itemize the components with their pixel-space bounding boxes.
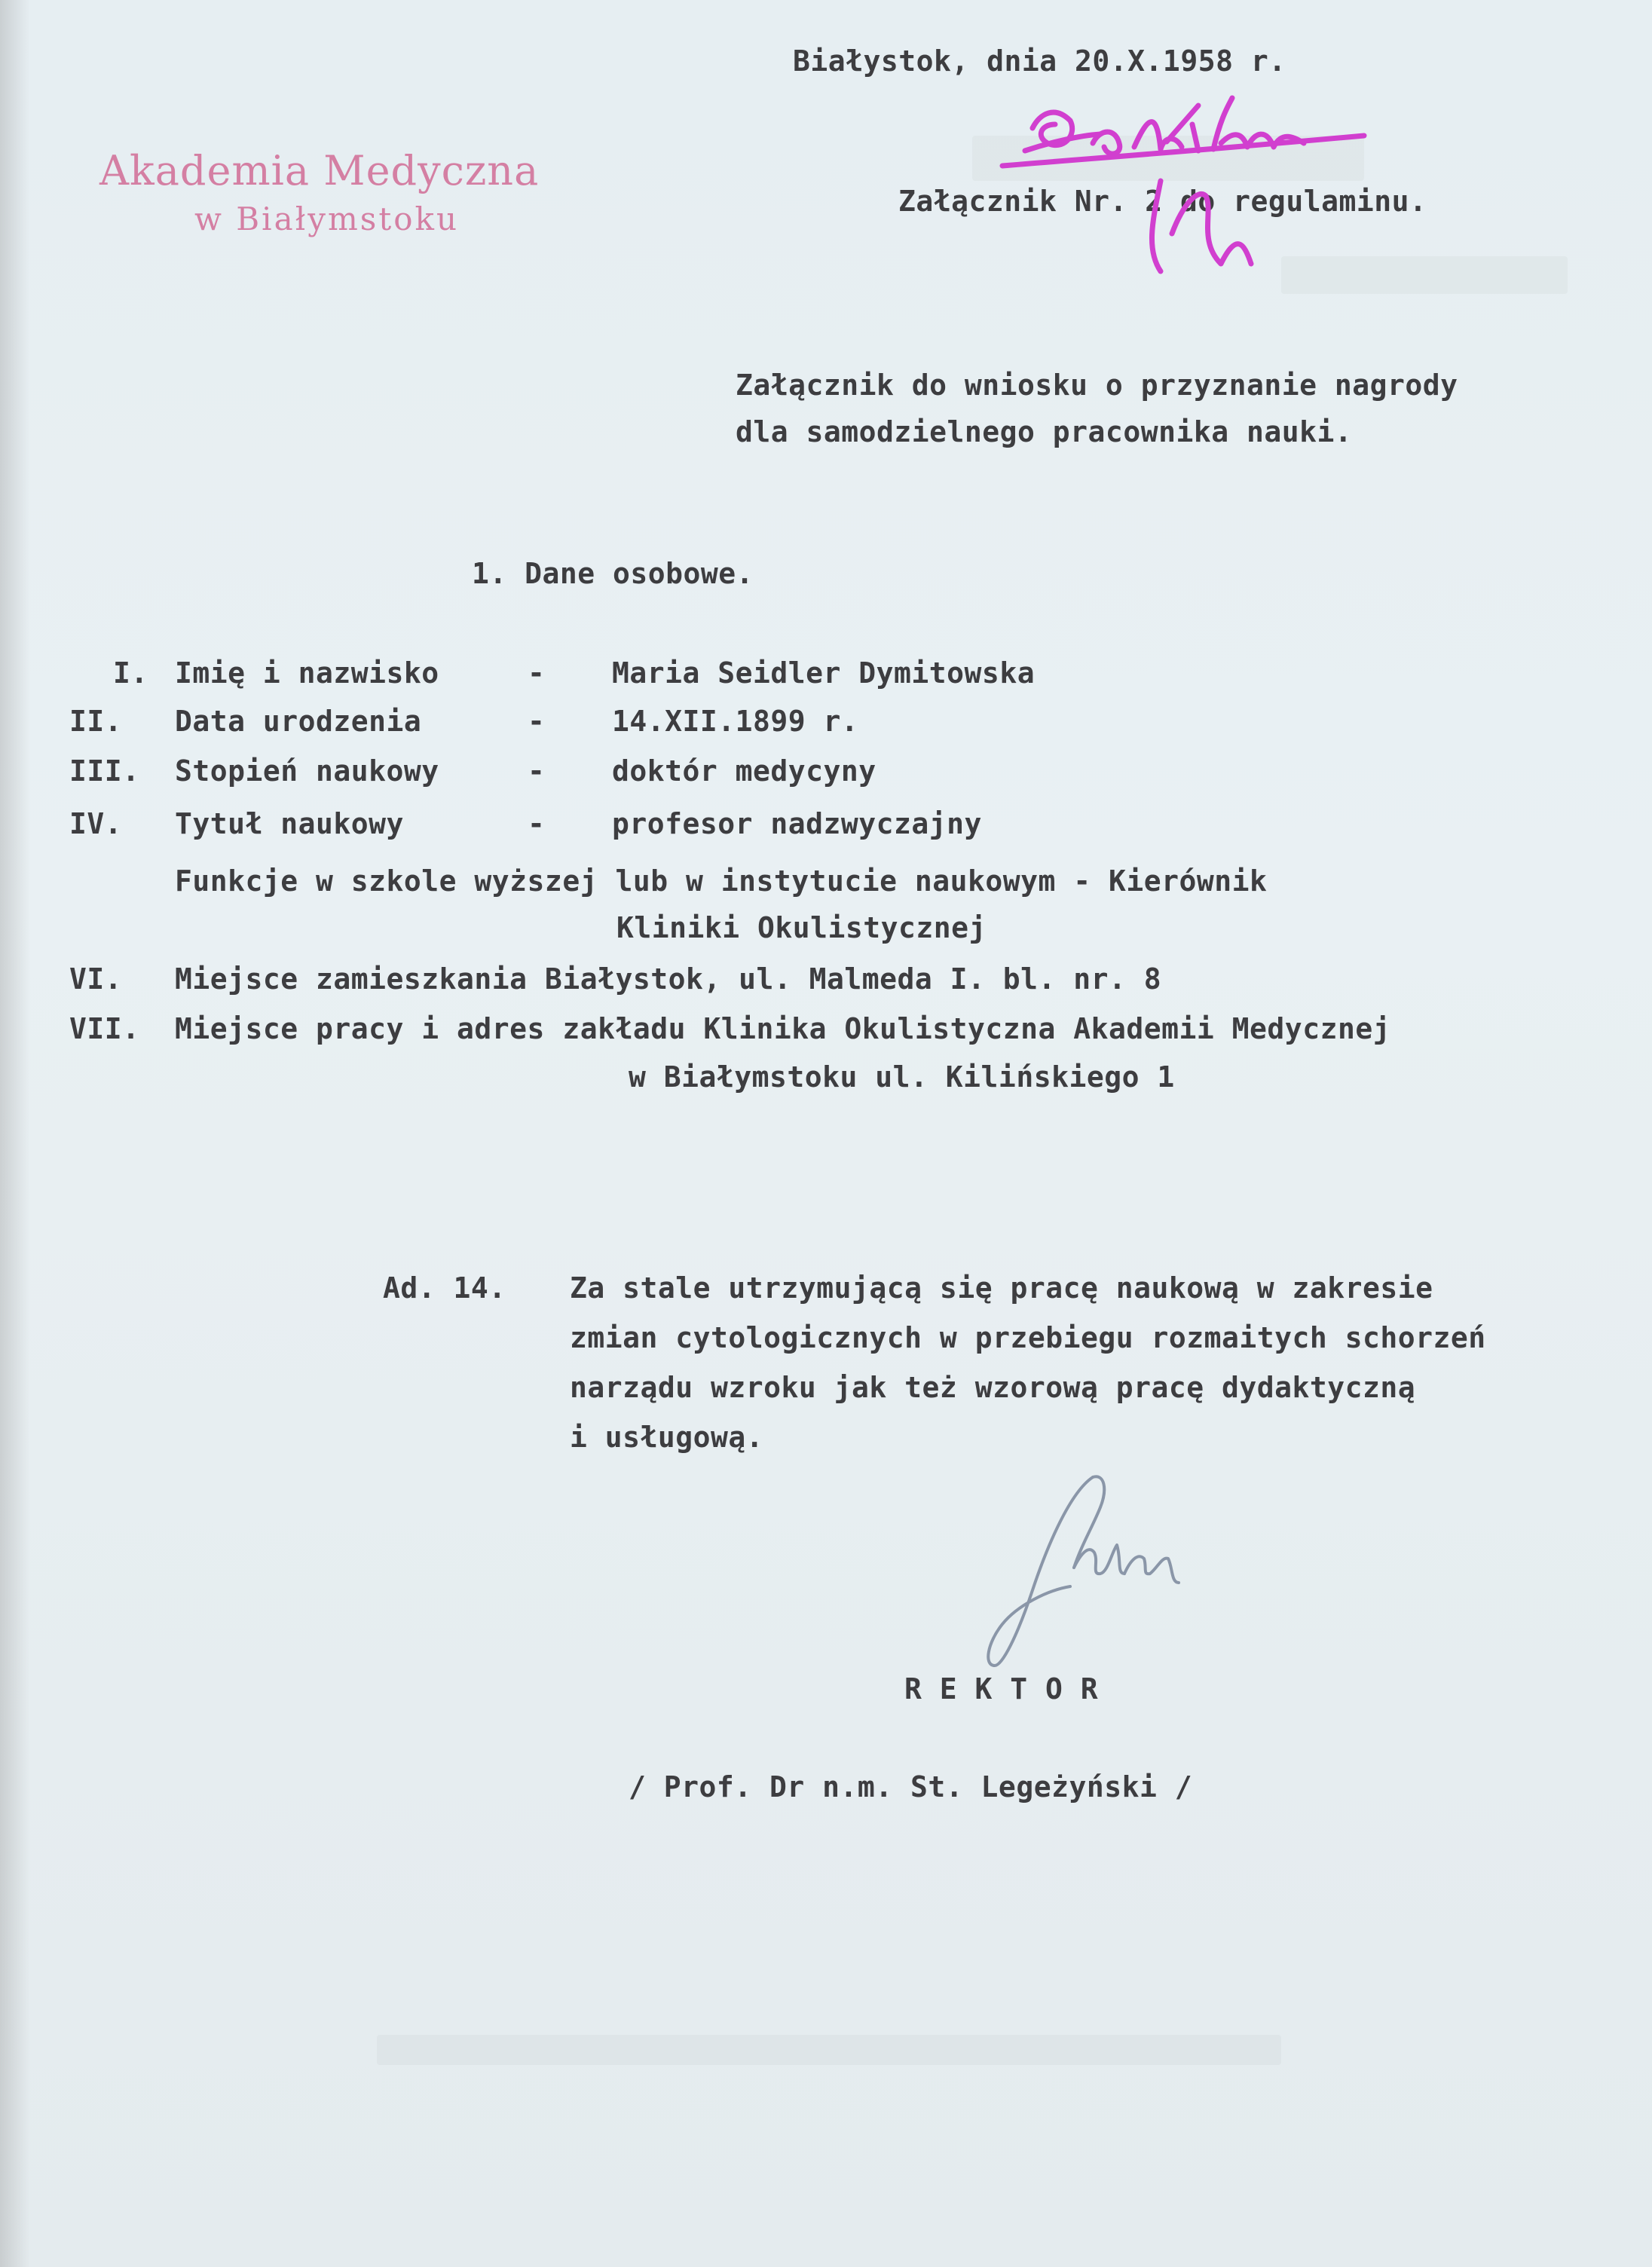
row-number: II.: [69, 705, 123, 738]
signatory-role: R E K T O R: [904, 1672, 1099, 1706]
field-dash: -: [528, 656, 546, 690]
function-line: Funkcje w szkole wyższej lub w instytucie naukowym - Kierównik: [175, 864, 1268, 898]
field-dash: -: [528, 807, 546, 840]
justification-line: zmian cytologicznych w przebiegu rozmaitych schorzeń: [570, 1321, 1486, 1354]
justification-line: narządu wzroku jak też wzorową pracę dydaktyczną: [570, 1371, 1416, 1404]
row-number: VI.: [69, 962, 123, 996]
rector-signature: [919, 1462, 1236, 1703]
function-line-continuation: Kliniki Okulistycznej: [616, 911, 987, 944]
workplace-line: Miejsce pracy i adres zakładu Klinika Okulistyczna Akademii Medycznej: [175, 1012, 1391, 1045]
justification-line: Za stale utrzymującą się pracę naukową w zakresie: [570, 1271, 1433, 1305]
field-value: Maria Seidler Dymitowska: [612, 656, 1036, 690]
field-value: profesor nadzwyczajny: [612, 807, 982, 840]
subject-line1: Załącznik do wniosku o przyznanie nagrody: [736, 369, 1458, 402]
row-number: IV.: [69, 807, 123, 840]
workplace-line-continuation: w Białymstoku ul. Kilińskiego 1: [629, 1060, 1175, 1094]
field-label: Data urodzenia: [175, 705, 422, 738]
field-label: Stopień naukowy: [175, 754, 439, 788]
field-dash: -: [528, 754, 546, 788]
row-number: III.: [69, 754, 140, 788]
section-title: 1. Dane osobowe.: [472, 557, 754, 590]
justification-line: i usługową.: [570, 1421, 764, 1454]
row-number: VII.: [69, 1012, 140, 1045]
signatory-name: / Prof. Dr n.m. St. Legeżyński /: [629, 1770, 1193, 1804]
field-value: 14.XII.1899 r.: [612, 705, 859, 738]
justification-label: Ad. 14.: [383, 1271, 506, 1305]
bleed-through-mark: [377, 2035, 1281, 2065]
institution-stamp-line2: w Białymstoku: [194, 200, 460, 237]
attachment-number: Załącznik Nr. 2 do regulaminu.: [898, 185, 1427, 218]
subject-line2: dla samodzielnego pracownika nauki.: [736, 415, 1353, 448]
field-label: Imię i nazwisko: [175, 656, 439, 690]
place-date: Białystok, dnia 20.X.1958 r.: [793, 44, 1286, 78]
handwritten-note-do-akt: [972, 53, 1394, 324]
field-dash: -: [528, 705, 546, 738]
residence-line: Miejsce zamieszkania Białystok, ul. Malmeda I. bl. nr. 8: [175, 962, 1162, 996]
field-label: Tytuł naukowy: [175, 807, 404, 840]
row-number: I.: [113, 656, 148, 690]
field-value: doktór medycyny: [612, 754, 876, 788]
institution-stamp-line1: Akademia Medyczna: [99, 147, 540, 194]
